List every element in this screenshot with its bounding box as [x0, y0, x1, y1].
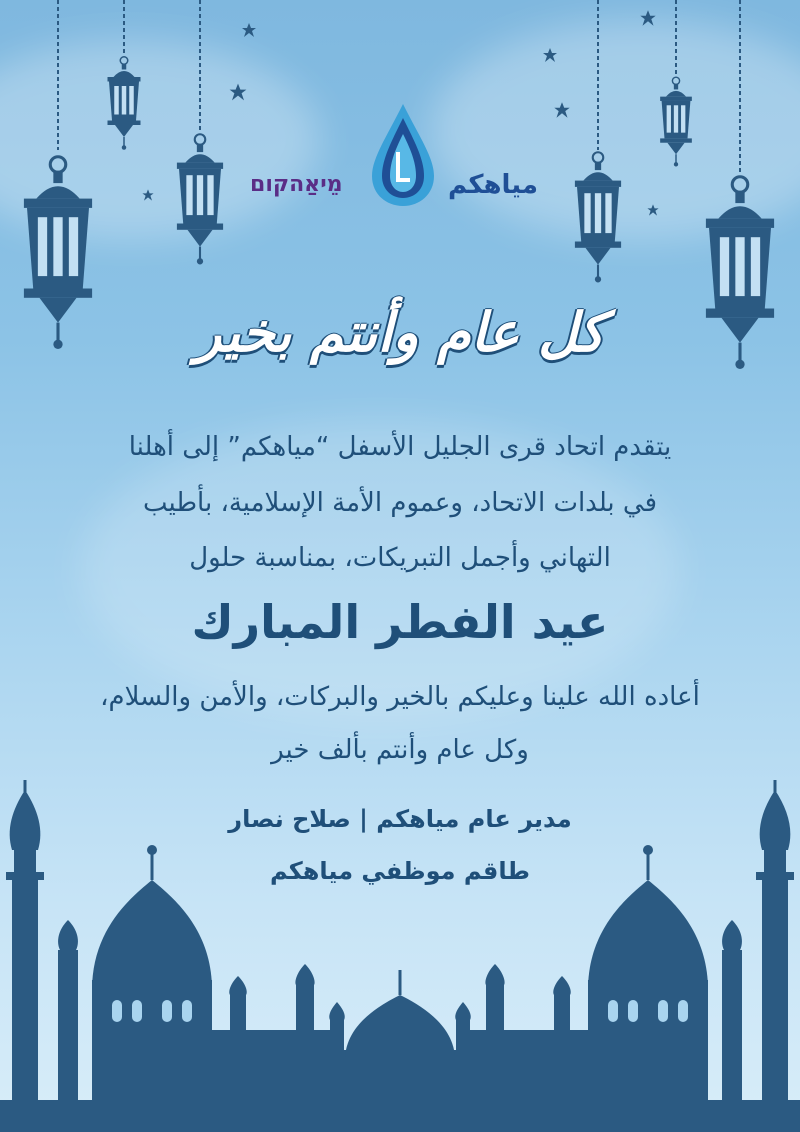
message-line-1: يتقدم اتحاد قرى الجليل الأسفل “مياهكم” إلى أهلنا: [128, 432, 672, 462]
signature-line-1: مدير عام مياهكم | صلاح نصار: [228, 805, 572, 833]
message-line-3: التهاني وأجمل التبريكات، بمناسبة حلول: [189, 543, 611, 573]
lantern-icon: [575, 152, 621, 282]
occasion-title: عيد الفطر المبارك: [191, 595, 609, 649]
signature-line-2: طاقم موظفي مياهكم: [269, 857, 530, 885]
logo-arabic-text: مياهكم: [448, 170, 539, 200]
lantern-icon: [177, 134, 223, 264]
message-line-5: أعاده الله علينا وعليكم بالخير والبركات، والأمن والسلام،: [100, 682, 700, 712]
logo: [230, 100, 570, 210]
message-line-6: وكل عام وأنتم بألف خير: [271, 735, 529, 765]
water-drop-icon: [368, 100, 438, 210]
logo-hebrew-text: מֵיאַהקום: [250, 172, 343, 197]
lantern-icon: [108, 57, 141, 150]
mosque-silhouette: [0, 780, 800, 1132]
message-line-2: في بلدات الاتحاد، وعموم الأمة الإسلامية، بأطيب: [142, 488, 658, 518]
lantern-icon: [660, 77, 692, 166]
headline: كل عام وأنتم بخير: [195, 300, 605, 364]
